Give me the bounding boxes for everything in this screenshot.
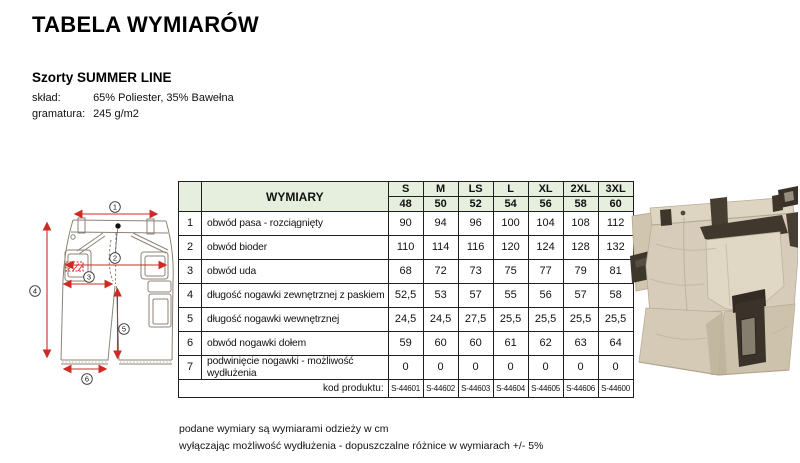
product-code-cell: S-44602 <box>423 380 458 398</box>
table-row <box>179 260 634 284</box>
value-cell: 0 <box>493 356 528 380</box>
value-cell: 0 <box>388 356 423 380</box>
table-row <box>179 212 634 236</box>
table-row <box>179 236 634 260</box>
callout-4: 4 <box>32 286 38 296</box>
waist-button <box>115 223 120 228</box>
product-code-cell: S-44605 <box>528 380 563 398</box>
product-name: Szorty SUMMER LINE <box>32 70 172 85</box>
row-number-cell: 4 <box>179 284 202 308</box>
size-col-header: S <box>388 182 423 197</box>
dimensions-header: WYMIARY <box>202 182 389 212</box>
value-cell: 132 <box>598 236 633 260</box>
value-cell: 56 <box>528 284 563 308</box>
value-cell: 90 <box>388 212 423 236</box>
size-col-header: 3XL <box>598 182 633 197</box>
row-number-cell: 5 <box>179 308 202 332</box>
dimension-label-cell: obwód uda <box>202 260 389 284</box>
product-info <box>32 70 234 122</box>
weight-value: 245 g/m2 <box>93 108 139 120</box>
size-number-header: 56 <box>528 197 563 212</box>
corner-cell <box>179 182 202 212</box>
row-number-cell: 3 <box>179 260 202 284</box>
callout-6: 6 <box>84 374 90 384</box>
value-cell: 62 <box>528 332 563 356</box>
value-cell: 52,5 <box>388 284 423 308</box>
product-code-label: kod produktu: <box>179 380 389 398</box>
product-code-cell: S-44601 <box>388 380 423 398</box>
value-cell: 120 <box>493 236 528 260</box>
value-cell: 64 <box>598 332 633 356</box>
value-cell: 81 <box>598 260 633 284</box>
size-number-header: 52 <box>458 197 493 212</box>
value-cell: 114 <box>423 236 458 260</box>
value-cell: 59 <box>388 332 423 356</box>
value-cell: 128 <box>563 236 598 260</box>
value-cell: 24,5 <box>388 308 423 332</box>
page-title: TABELA WYMIARÓW <box>32 12 259 37</box>
value-cell: 57 <box>458 284 493 308</box>
value-cell: 57 <box>563 284 598 308</box>
value-cell: 110 <box>388 236 423 260</box>
callout-3: 3 <box>86 272 92 282</box>
size-number-header: 60 <box>598 197 633 212</box>
value-cell: 0 <box>598 356 633 380</box>
value-cell: 75 <box>493 260 528 284</box>
value-cell: 100 <box>493 212 528 236</box>
table-row <box>179 308 634 332</box>
composition-row <box>32 90 234 106</box>
value-cell: 124 <box>528 236 563 260</box>
table-row <box>179 356 634 380</box>
value-cell: 108 <box>563 212 598 236</box>
value-cell: 79 <box>563 260 598 284</box>
value-cell: 0 <box>528 356 563 380</box>
shorts-measurement-diagram <box>20 188 180 388</box>
dimension-label-cell: podwinięcie nogawki - możliwość wydłużenia <box>202 356 389 380</box>
callout-5: 5 <box>121 324 127 334</box>
dimension-label-cell: długość nogawki zewnętrznej z paskiem <box>202 284 389 308</box>
value-cell: 61 <box>493 332 528 356</box>
value-cell: 25,5 <box>563 308 598 332</box>
size-table <box>178 181 634 398</box>
footnotes <box>179 421 543 455</box>
value-cell: 60 <box>423 332 458 356</box>
row-number-cell: 2 <box>179 236 202 260</box>
footnote-1: podane wymiary są wymiarami odzieży w cm <box>179 423 389 435</box>
size-col-header: L <box>493 182 528 197</box>
row-number-cell: 6 <box>179 332 202 356</box>
product-code-cell: S-44606 <box>563 380 598 398</box>
value-cell: 112 <box>598 212 633 236</box>
callout-2: 2 <box>112 253 118 263</box>
dimension-label-cell: obwód nogawki dołem <box>202 332 389 356</box>
row-number-cell: 7 <box>179 356 202 380</box>
value-cell: 68 <box>388 260 423 284</box>
dimension-label-cell: obwód bioder <box>202 236 389 260</box>
size-number-header: 50 <box>423 197 458 212</box>
product-photo <box>626 184 798 392</box>
value-cell: 63 <box>563 332 598 356</box>
footnote-2: wyłączając możliwość wydłużenia - dopuszczalne różnice w wymiarach +/- 5% <box>179 440 544 452</box>
composition-label: skład: <box>32 92 61 104</box>
size-number-header: 48 <box>388 197 423 212</box>
value-cell: 25,5 <box>528 308 563 332</box>
composition-value: 65% Poliester, 35% Bawełna <box>93 92 234 104</box>
value-cell: 77 <box>528 260 563 284</box>
value-cell: 0 <box>423 356 458 380</box>
value-cell: 72 <box>423 260 458 284</box>
value-cell: 60 <box>458 332 493 356</box>
value-cell: 94 <box>423 212 458 236</box>
table-row <box>179 332 634 356</box>
dimension-label-cell: obwód pasa - rozciągnięty <box>202 212 389 236</box>
product-code-cell: S-44600 <box>598 380 633 398</box>
size-col-header: M <box>423 182 458 197</box>
value-cell: 73 <box>458 260 493 284</box>
callout-1: 1 <box>112 202 118 212</box>
value-cell: 58 <box>598 284 633 308</box>
dimension-label-cell: długość nogawki wewnętrznej <box>202 308 389 332</box>
size-number-header: 58 <box>563 197 598 212</box>
value-cell: 53 <box>423 284 458 308</box>
shorts-photo-art <box>630 186 798 375</box>
value-cell: 0 <box>563 356 598 380</box>
product-code-cell: S-44603 <box>458 380 493 398</box>
row-number-cell: 1 <box>179 212 202 236</box>
value-cell: 27,5 <box>458 308 493 332</box>
value-cell: 55 <box>493 284 528 308</box>
value-cell: 0 <box>458 356 493 380</box>
size-col-header: 2XL <box>563 182 598 197</box>
weight-label: gramatura: <box>32 108 86 120</box>
value-cell: 104 <box>528 212 563 236</box>
size-col-header: XL <box>528 182 563 197</box>
value-cell: 25,5 <box>598 308 633 332</box>
value-cell: 116 <box>458 236 493 260</box>
table-row <box>179 284 634 308</box>
size-number-header: 54 <box>493 197 528 212</box>
size-col-header: LS <box>458 182 493 197</box>
product-code-cell: S-44604 <box>493 380 528 398</box>
value-cell: 25,5 <box>493 308 528 332</box>
value-cell: 24,5 <box>423 308 458 332</box>
value-cell: 96 <box>458 212 493 236</box>
weight-row <box>32 106 234 122</box>
